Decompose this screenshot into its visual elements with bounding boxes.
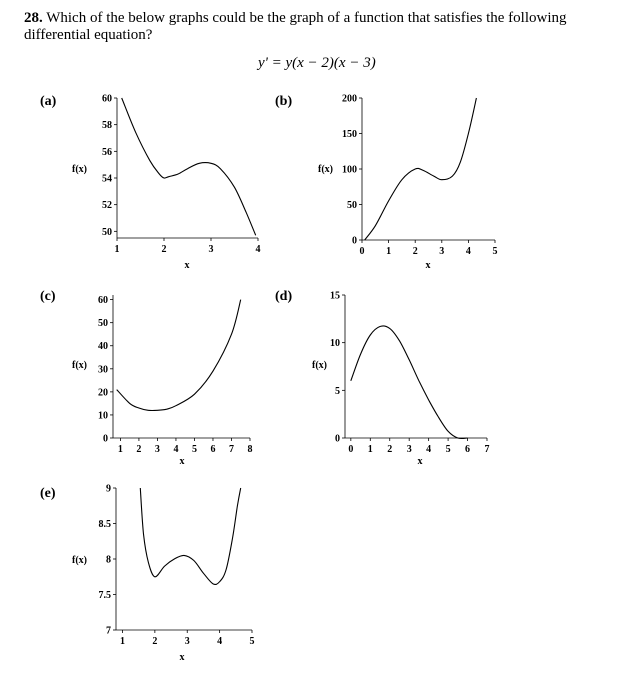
graph-d-ytick-label: 0 xyxy=(335,433,340,445)
differential-equation: y' = y(x − 2)(x − 3) xyxy=(258,55,376,71)
graph-a-xtick-label: 1 xyxy=(114,244,120,255)
graph-e-xtick-label: 5 xyxy=(249,636,255,647)
graph-e-ytick-label: 7 xyxy=(106,625,111,637)
graph-c-xtick-label: 2 xyxy=(136,444,142,455)
graph-e-xtick-label: 3 xyxy=(184,636,190,647)
graph-d-xtick-label: 6 xyxy=(465,444,471,455)
question-body: Which of the below graphs could be the graph of a function that satisfies the following differential equation? xyxy=(24,10,567,43)
graph-c-ytick-label: 10 xyxy=(98,410,108,422)
graph-a-xtick-label: 3 xyxy=(208,244,214,255)
graph-c-ytick-label: 60 xyxy=(98,295,108,307)
graph-c-xtick-label: 5 xyxy=(191,444,197,455)
graph-b-xtick-label: 0 xyxy=(359,246,365,257)
graph-a-ytick-label: 50 xyxy=(102,226,112,238)
graph-e-xtick-label: 1 xyxy=(119,636,125,647)
graph-d-label: (d) xyxy=(275,289,293,304)
graph-b-xlabel: x xyxy=(425,260,431,271)
graph-c-ytick-label: 40 xyxy=(98,341,108,353)
graph-d-xtick-label: 5 xyxy=(445,444,451,455)
graph-b-xtick-label: 1 xyxy=(386,246,392,257)
graph-d-xtick-label: 2 xyxy=(387,444,393,455)
graph-c-ytick-label: 20 xyxy=(98,387,108,399)
graph-a-xtick-label: 4 xyxy=(255,244,261,255)
graph-a-ytick-label: 58 xyxy=(102,120,112,132)
graph-a-xtick-label: 2 xyxy=(161,244,167,255)
graph-b-ytick-label: 100 xyxy=(342,164,357,176)
graph-d-xtick-label: 1 xyxy=(367,444,373,455)
graph-c-ylabel: f(x) xyxy=(72,360,87,371)
graph-b-label: (b) xyxy=(275,94,293,109)
graph-d-ytick-label: 5 xyxy=(335,385,340,397)
graph-c-label: (c) xyxy=(40,289,56,304)
graph-d-xtick-label: 7 xyxy=(484,444,490,455)
graph-c-ytick-label: 30 xyxy=(98,364,108,376)
graph-d-ytick-label: 15 xyxy=(330,290,340,302)
graph-b-xtick-label: 5 xyxy=(492,246,498,257)
graph-c-xtick-label: 4 xyxy=(173,444,179,455)
graph-e-ylabel: f(x) xyxy=(72,555,87,566)
graph-e-curve xyxy=(140,488,240,584)
graph-b-ytick-label: 200 xyxy=(342,93,357,105)
graph-a-ylabel: f(x) xyxy=(72,164,87,175)
graph-e-ytick-label: 8.5 xyxy=(98,519,111,530)
graph-d-xtick-label: 4 xyxy=(426,444,432,455)
graph-d-curve xyxy=(351,326,468,439)
graph-c-xtick-label: 1 xyxy=(117,444,123,455)
graph-d-ylabel: f(x) xyxy=(312,360,327,371)
graph-a-ytick-label: 56 xyxy=(102,146,112,158)
graph-b-ylabel: f(x) xyxy=(318,164,333,175)
graph-b-ytick-label: 50 xyxy=(347,200,357,211)
graph-b-curve xyxy=(365,98,477,240)
question-number: 28. xyxy=(24,10,43,26)
graph-a-curve xyxy=(122,98,256,235)
graph-c-xtick-label: 7 xyxy=(228,444,234,455)
graph-c-ytick-label: 50 xyxy=(98,318,108,330)
graph-e-label: (e) xyxy=(40,486,56,501)
graph-e-ytick-label: 8 xyxy=(106,554,111,566)
graph-c-ytick-label: 0 xyxy=(103,433,108,445)
graph-a-xlabel: x xyxy=(184,260,190,271)
graph-e-xlabel: x xyxy=(179,652,185,663)
graph-b-ytick-label: 0 xyxy=(352,235,357,247)
graph-e-xtick-label: 4 xyxy=(217,636,223,647)
graph-a-ytick-label: 54 xyxy=(102,173,112,185)
graph-d-xlabel: x xyxy=(417,456,423,467)
graph-e-ytick-label: 7.5 xyxy=(98,590,111,601)
graph-d-xtick-label: 0 xyxy=(348,444,354,455)
graph-c-xtick-label: 8 xyxy=(247,444,253,455)
graph-a-label: (a) xyxy=(40,94,57,109)
graph-c-xlabel: x xyxy=(179,456,185,467)
graph-d-xtick-label: 3 xyxy=(406,444,412,455)
graph-e-xtick-label: 2 xyxy=(152,636,158,647)
graph-b-xtick-label: 4 xyxy=(465,246,471,257)
graph-c-xtick-label: 6 xyxy=(210,444,216,455)
graph-b-xtick-label: 3 xyxy=(439,246,445,257)
graph-e-ytick-label: 9 xyxy=(106,483,111,495)
graph-c-curve xyxy=(117,300,241,411)
graph-d-ytick-label: 10 xyxy=(330,338,340,350)
graph-a-ytick-label: 52 xyxy=(102,200,112,212)
graph-b-xtick-label: 2 xyxy=(412,246,418,257)
graph-c-xtick-label: 3 xyxy=(154,444,160,455)
graph-b-ytick-label: 150 xyxy=(342,129,357,140)
graph-a-ytick-label: 60 xyxy=(102,93,112,105)
